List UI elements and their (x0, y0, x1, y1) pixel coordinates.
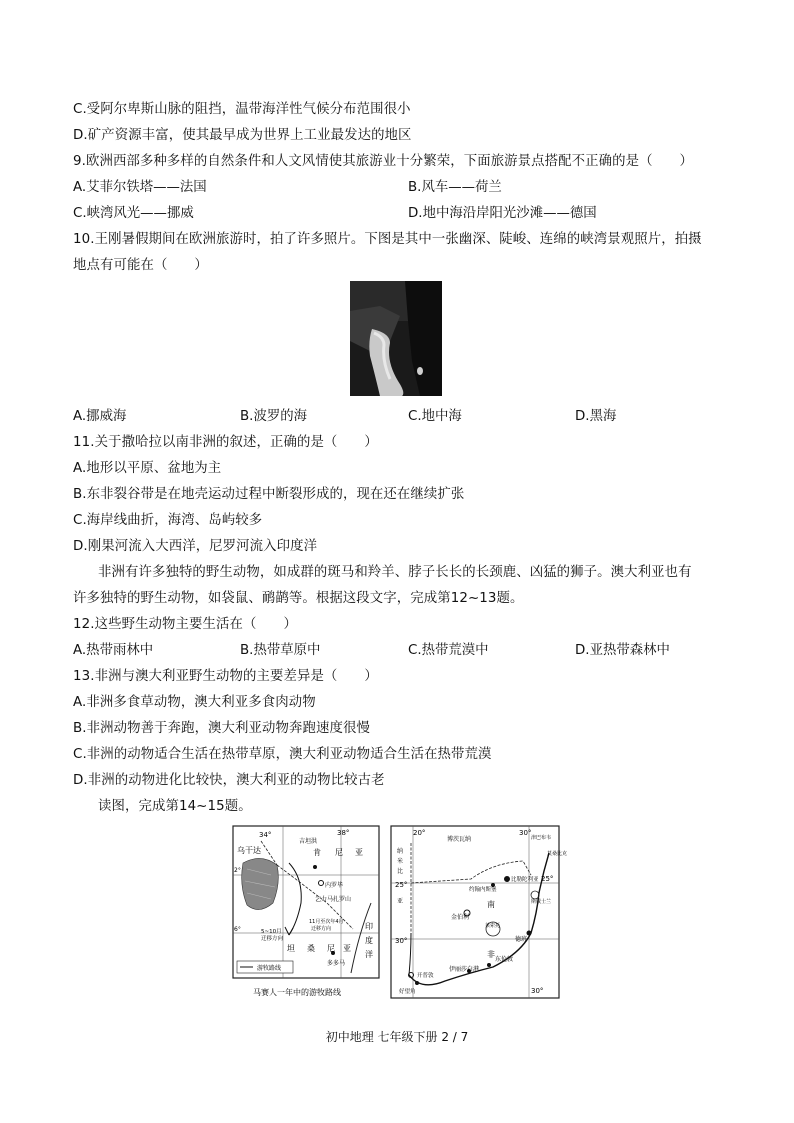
svg-text:米: 米 (397, 858, 404, 865)
svg-text:5~10月: 5~10月 (261, 929, 282, 935)
svg-text:开普敦: 开普敦 (417, 973, 434, 979)
q10-option-c: C.地中海 (408, 409, 462, 424)
svg-text:肯: 肯 (313, 848, 321, 857)
question-9: 9.欧洲西部多种多样的自然条件和人文风情使其旅游业十分繁荣，下面旅游景点搭配不正确的是（ ） (73, 154, 694, 169)
q10-option-a: A.挪威海 (73, 409, 127, 424)
svg-text:吉坦洪: 吉坦洪 (299, 838, 318, 845)
svg-text:20°: 20° (413, 829, 426, 837)
svg-text:乌干达: 乌干达 (237, 846, 261, 855)
svg-text:好望角: 好望角 (399, 989, 416, 995)
svg-text:南: 南 (487, 900, 495, 909)
svg-text:亚: 亚 (397, 898, 404, 905)
q10-option-b: B.波罗的海 (240, 409, 308, 424)
maps-figure (231, 823, 568, 1003)
q11-option-d: D.刚果河流入大西洋，尼罗河流入印度洋 (73, 539, 318, 554)
svg-text:比: 比 (397, 868, 404, 875)
q11-option-b: B.东非裂谷带是在地壳运动过程中断裂形成的，现在还在继续扩张 (73, 487, 465, 502)
q12-option-a: A.热带雨林中 (73, 643, 154, 658)
q13-option-c: C.非洲的动物适合生活在热带草原，澳大利亚动物适合生活在热带荒漠 (73, 747, 492, 762)
svg-text:印: 印 (365, 922, 373, 931)
svg-text:津巴布韦: 津巴布韦 (531, 835, 552, 841)
svg-text:斯威士兰: 斯威士兰 (531, 899, 552, 905)
svg-text:25°: 25° (541, 875, 554, 883)
svg-text:迁移方向: 迁移方向 (261, 936, 284, 942)
svg-text:尼: 尼 (335, 848, 343, 857)
svg-text:30°: 30° (519, 829, 532, 837)
q10-option-d: D.黑海 (575, 409, 617, 424)
svg-text:德班: 德班 (515, 936, 528, 943)
line-d-q8: D.矿产资源丰富，使其最早成为世界上工业最发达的地区 (73, 128, 412, 143)
question-11: 11.关于撒哈拉以南非洲的叙述，正确的是（ ） (73, 435, 378, 450)
q9-option-d: D.地中海沿岸阳光沙滩——德国 (408, 206, 597, 221)
svg-text:金伯利: 金伯利 (451, 914, 470, 921)
q12-option-c: C.热带荒漠中 (408, 643, 489, 658)
svg-text:约翰内斯堡: 约翰内斯堡 (469, 887, 497, 893)
q12-option-b: B.热带草原中 (240, 643, 321, 658)
passage-line-2: 许多独特的野生动物，如袋鼠、鸸鹋等。根据这段文字，完成第12~13题。 (73, 591, 524, 606)
svg-text:多多马: 多多马 (327, 960, 346, 967)
svg-text:25°: 25° (395, 881, 408, 889)
svg-text:洋: 洋 (365, 950, 373, 959)
question-10-cont: 地点有可能在（ ） (73, 258, 208, 273)
q11-option-a: A.地形以平原、盆地为主 (73, 461, 222, 476)
svg-text:莱索托: 莱索托 (485, 923, 501, 929)
svg-text:伊丽莎白港: 伊丽莎白港 (449, 966, 480, 973)
svg-text:38°: 38° (337, 829, 350, 837)
svg-text:尼: 尼 (327, 944, 335, 953)
svg-text:度: 度 (365, 936, 373, 945)
svg-text:34°: 34° (259, 831, 272, 839)
svg-text:东伦敦: 东伦敦 (495, 956, 514, 963)
svg-text:桑: 桑 (307, 944, 315, 953)
q9-option-a: A.艾菲尔铁塔——法国 (73, 180, 207, 195)
svg-text:坦: 坦 (287, 944, 295, 953)
svg-text:莫桑比克: 莫桑比克 (547, 851, 568, 857)
line-c-q8: C.受阿尔卑斯山脉的阻挡，温带海洋性气候分布范围很小 (73, 102, 411, 117)
fjord-photo (350, 281, 442, 396)
maasai-migration-map (233, 826, 379, 997)
svg-text:马赛人一年中的游牧路线: 马赛人一年中的游牧路线 (253, 988, 341, 997)
svg-text:乞力马扎罗山: 乞力马扎罗山 (315, 896, 352, 903)
south-africa-map (391, 826, 567, 998)
question-12: 12.这些野生动物主要生活在（ ） (73, 617, 297, 632)
svg-text:游牧路线: 游牧路线 (257, 965, 282, 972)
svg-text:比勒陀利亚: 比勒陀利亚 (511, 877, 539, 883)
svg-text:亚: 亚 (355, 848, 363, 857)
q12-option-d: D.亚热带森林中 (575, 643, 670, 658)
svg-text:30°: 30° (395, 937, 408, 945)
svg-text:6°: 6° (234, 926, 241, 933)
page-footer: 初中地理 七年级下册 2 / 7 (325, 1030, 469, 1044)
svg-text:30°: 30° (531, 987, 544, 995)
svg-text:亚: 亚 (343, 944, 351, 953)
svg-text:11月至次年4月: 11月至次年4月 (309, 919, 344, 925)
question-10: 10.王刚暑假期间在欧洲旅游时，拍了许多照片。下图是其中一张幽深、陡峻、连绵的峡湾景观照片，拍摄 (73, 232, 702, 247)
map-instruction: 读图，完成第14~15题。 (98, 799, 252, 814)
q13-option-a: A.非洲多食草动物，澳大利亚多食肉动物 (73, 695, 316, 710)
q13-option-d: D.非洲的动物进化比较快，澳大利亚的动物比较古老 (73, 773, 385, 788)
svg-text:2°: 2° (234, 867, 241, 874)
svg-text:博茨瓦纳: 博茨瓦纳 (447, 836, 472, 843)
q11-option-c: C.海岸线曲折，海湾、岛屿较多 (73, 513, 263, 528)
question-13: 13.非洲与澳大利亚野生动物的主要差异是（ ） (73, 669, 378, 684)
q9-option-b: B.风车——荷兰 (408, 180, 502, 195)
q9-option-c: C.峡湾风光——挪威 (73, 206, 194, 221)
q13-option-b: B.非洲动物善于奔跑，澳大利亚动物奔跑速度很慢 (73, 721, 370, 736)
svg-text:迁移方向: 迁移方向 (311, 926, 332, 932)
passage-line-1: 非洲有许多独特的野生动物，如成群的斑马和羚羊、脖子长长的长颈鹿、凶猛的狮子。澳大利亚也有 (98, 565, 692, 580)
svg-text:非: 非 (487, 950, 495, 959)
svg-text:内罗毕: 内罗毕 (325, 882, 344, 889)
svg-text:纳: 纳 (397, 848, 404, 855)
